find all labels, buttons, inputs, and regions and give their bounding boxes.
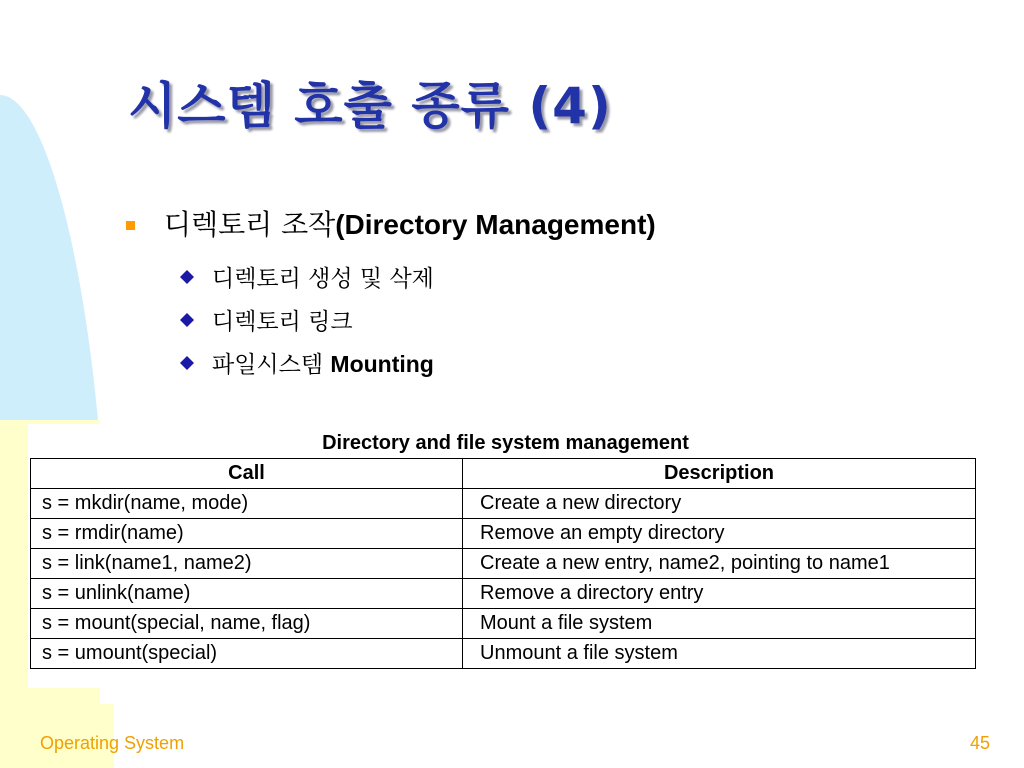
bullet-english: (Directory Management) [335, 209, 656, 240]
header-description: Description [463, 459, 976, 489]
sub-bullet-text: 파일시스템 Mounting [212, 351, 434, 378]
sub-bullet-link [180, 303, 353, 336]
bullet-text [164, 203, 656, 243]
cell-description: Unmount a file system [463, 639, 976, 669]
table-caption: Directory and file system management [322, 432, 689, 454]
table-row [31, 549, 976, 579]
blue-diamond-icon [180, 313, 194, 327]
cell-description: Create a new directory [463, 489, 976, 519]
cell-description: Create a new entry, name2, pointing to name1 [463, 549, 976, 579]
cell-call: s = mkdir(name, mode) [31, 489, 463, 519]
header-call: Call [31, 459, 463, 489]
table-row [31, 519, 976, 549]
sub-bullet-text: 디렉토리 링크 [212, 309, 353, 335]
background-blue-curve [0, 95, 98, 420]
cell-call: s = unlink(name) [31, 579, 463, 609]
slide-title: 시스템 호출 종류 (4) [128, 77, 612, 135]
footer-page-number: 45 [969, 733, 990, 753]
blue-diamond-icon [180, 270, 194, 284]
cell-description: Remove a directory entry [463, 579, 976, 609]
table-row [31, 609, 976, 639]
table-row [31, 579, 976, 609]
cell-call: s = rmdir(name) [31, 519, 463, 549]
system-call-table [30, 458, 976, 669]
bullet-korean: 디렉토리 조작 [164, 208, 336, 241]
cell-call: s = mount(special, name, flag) [31, 609, 463, 639]
table-row [31, 489, 976, 519]
cell-description: Mount a file system [463, 609, 976, 639]
table-header-row [31, 459, 976, 489]
cell-description: Remove an empty directory [463, 519, 976, 549]
blue-diamond-icon [180, 356, 194, 370]
sub-bullet-text: 디렉토리 생성 및 삭제 [212, 266, 434, 292]
table-row [31, 639, 976, 669]
orange-square-icon [126, 221, 135, 230]
bullet-directory-management [126, 203, 656, 243]
footer-course-name: Operating System [40, 733, 185, 753]
sub-bullet-create-delete [180, 260, 434, 293]
cell-call: s = umount(special) [31, 639, 463, 669]
sub-bullet-mounting [180, 346, 434, 379]
table-panel [28, 424, 983, 688]
cell-call: s = link(name1, name2) [31, 549, 463, 579]
